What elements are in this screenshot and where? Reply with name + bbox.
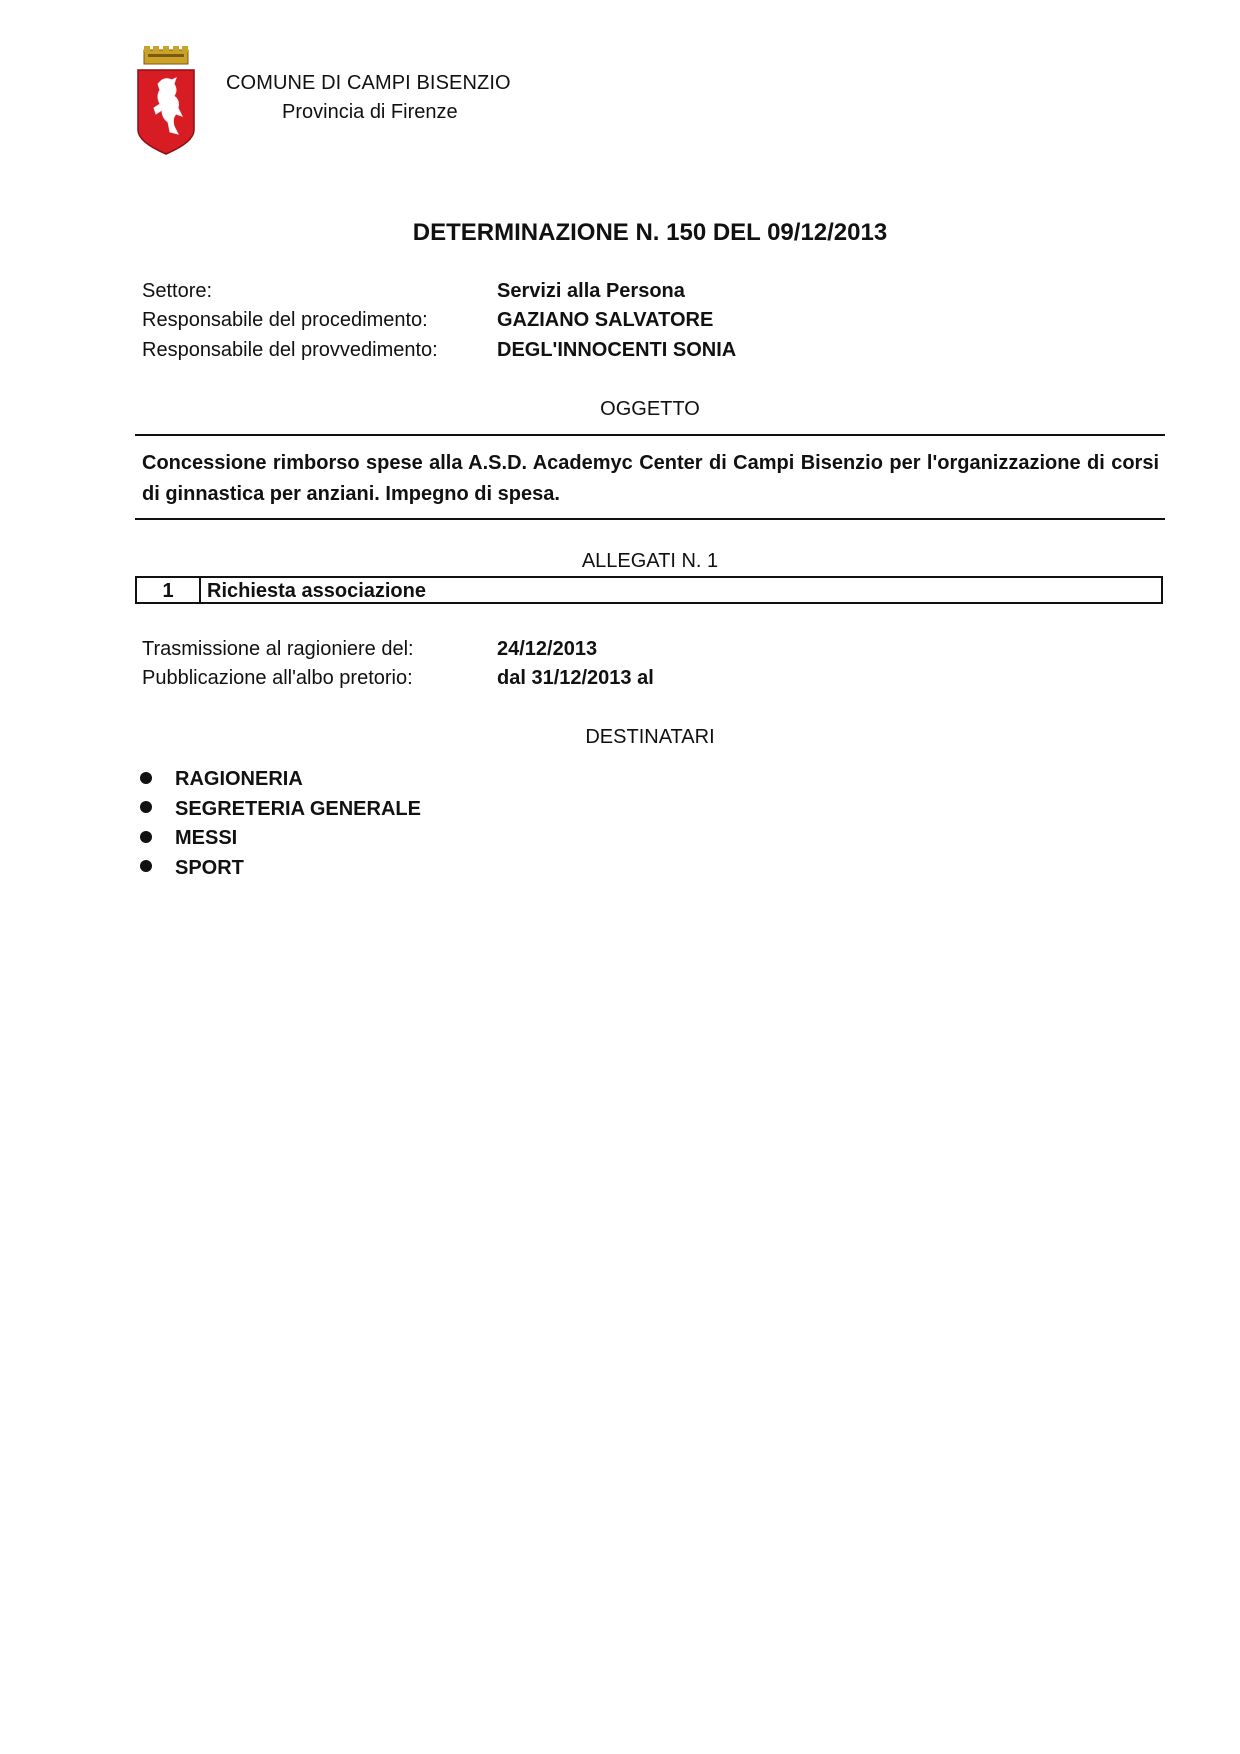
bullet-icon: [140, 831, 152, 843]
resp-provvedimento-value: DEGL'INNOCENTI SONIA: [497, 339, 737, 361]
settore-label: Settore:: [142, 280, 213, 302]
trasmissione-label: Trasmissione al ragioniere del:: [142, 638, 414, 660]
settore-value: Servizi alla Persona: [497, 280, 685, 302]
bullet-icon: [140, 772, 152, 784]
destinatario-label: RAGIONERIA: [175, 768, 303, 791]
allegati-table-row: [135, 576, 1163, 604]
list-item: [140, 765, 421, 795]
bullet-icon: [140, 860, 152, 872]
destinatari-list: [140, 765, 421, 883]
destinatario-label: SPORT: [175, 856, 244, 879]
municipal-crest-logo: [134, 44, 198, 156]
allegato-description: Richiesta associazione: [207, 580, 426, 602]
list-item: [140, 795, 421, 825]
provincia-name: Provincia di Firenze: [282, 101, 458, 123]
resp-provvedimento-label: Responsabile del provvedimento:: [142, 339, 438, 361]
resp-procedimento-value: GAZIANO SALVATORE: [497, 309, 714, 331]
list-item: [140, 854, 421, 884]
oggetto-heading: OGGETTO: [600, 398, 700, 420]
pubblicazione-value: dal 31/12/2013 al: [497, 667, 654, 689]
destinatari-heading: DESTINATARI: [585, 726, 715, 748]
list-item: [140, 824, 421, 854]
crest-icon: [134, 44, 198, 156]
bullet-icon: [140, 801, 152, 813]
oggetto-text: Concessione rimborso spese alla A.S.D. Academyc Center di Campi Bisenzio per l'organizzazione di corsi di ginnastica per anziani. Impegno di spesa.: [142, 452, 1159, 505]
divider-bottom: [135, 518, 1165, 520]
comune-name: COMUNE DI CAMPI BISENZIO: [226, 72, 511, 94]
trasmissione-value: 24/12/2013: [497, 638, 598, 660]
destinatario-label: MESSI: [175, 827, 238, 850]
pubblicazione-label: Pubblicazione all'albo pretorio:: [142, 667, 413, 689]
allegati-heading: ALLEGATI N. 1: [581, 550, 719, 572]
allegato-number: 1: [137, 578, 201, 602]
document-title: DETERMINAZIONE N. 150 DEL 09/12/2013: [412, 219, 888, 246]
destinatario-label: SEGRETERIA GENERALE: [175, 797, 421, 820]
divider-top: [135, 434, 1165, 436]
resp-procedimento-label: Responsabile del procedimento:: [142, 309, 428, 331]
